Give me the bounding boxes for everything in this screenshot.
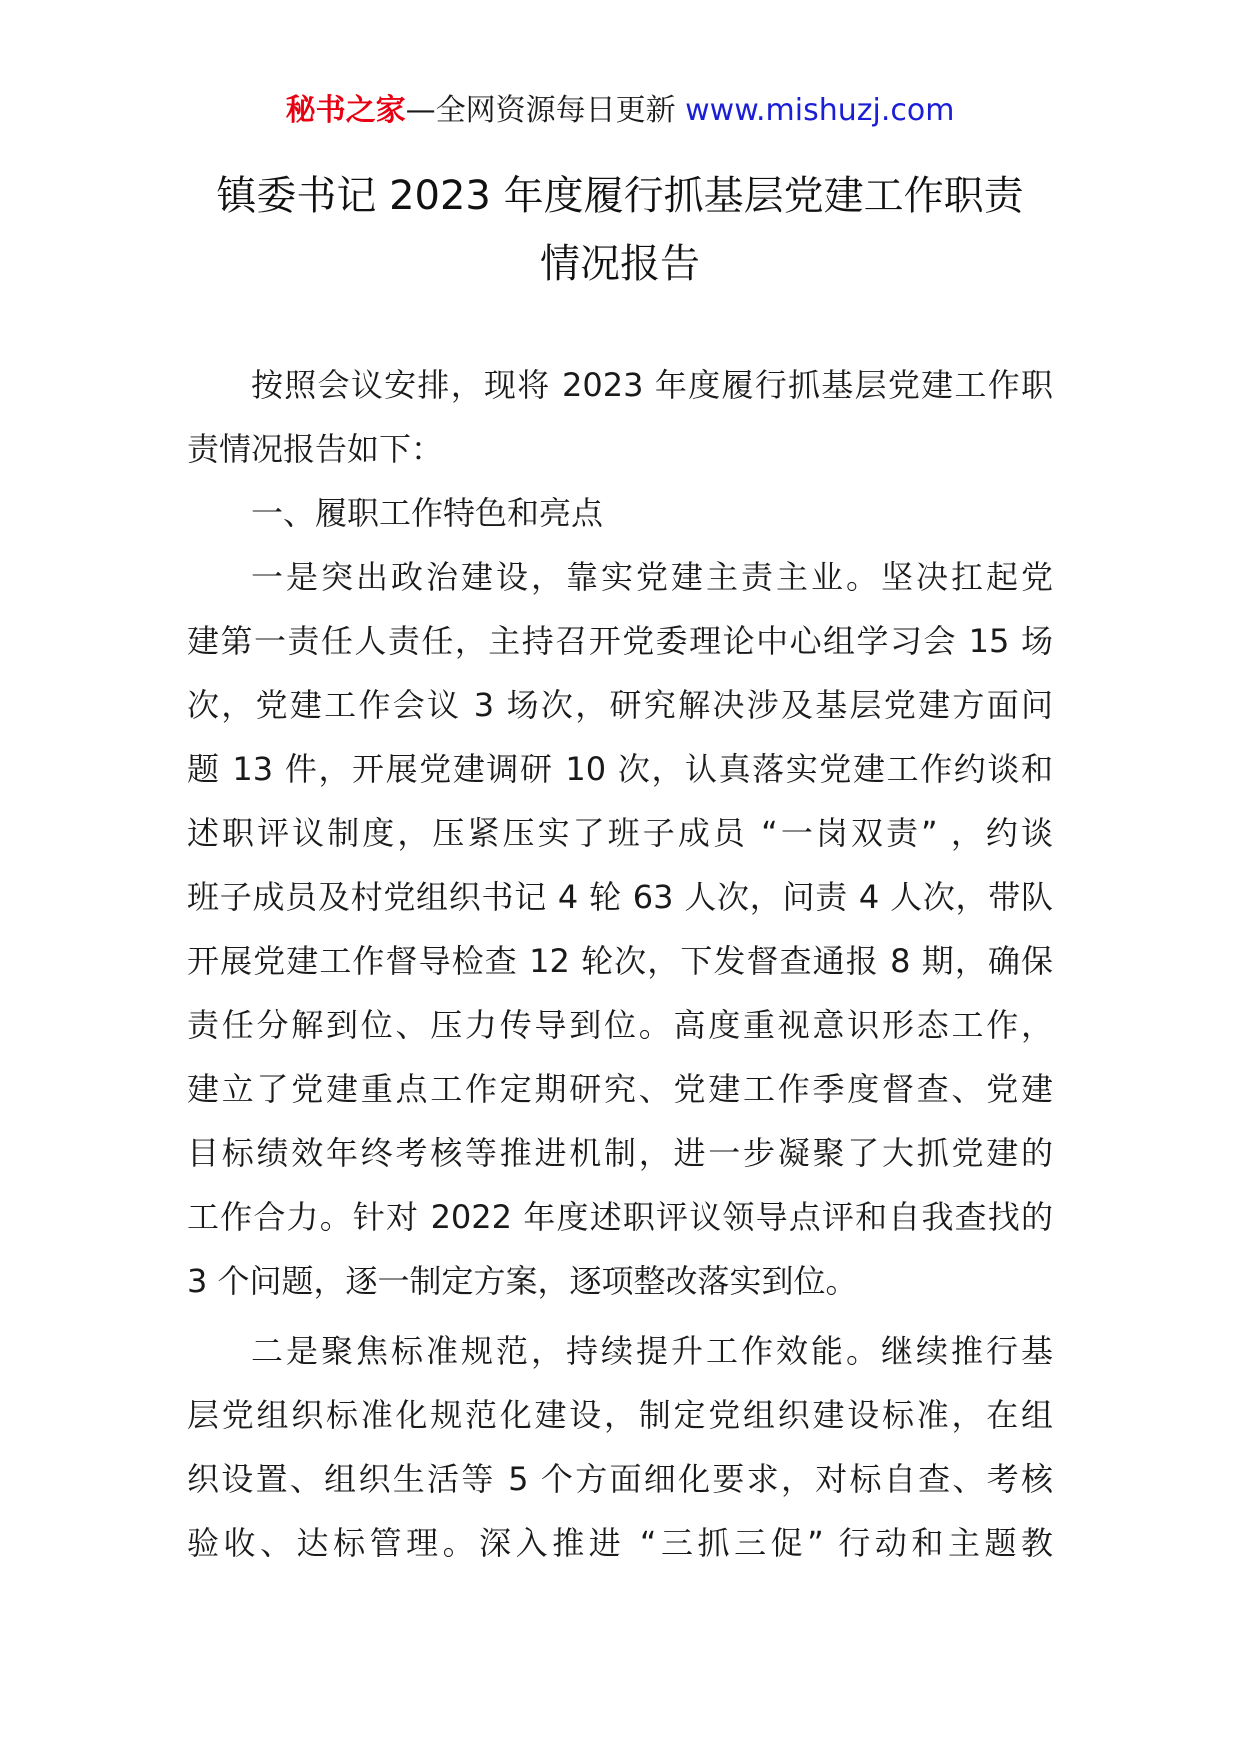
text-line: 次，党建工作会议 3 场次，研究解决涉及基层党建方面问 xyxy=(187,686,1053,724)
site-brand: 秘书之家 xyxy=(285,93,406,128)
paragraph-political-building xyxy=(187,545,1053,1313)
intro-paragraph xyxy=(187,353,1053,481)
title-line-1: 镇委书记 2023 年度履行抓基层党建工作职责 xyxy=(216,173,1024,219)
text-line: 建第一责任人责任，主持召开党委理论中心组学习会 15 场 xyxy=(187,622,1053,660)
text-line: 二是聚焦标准规范，持续提升工作效能。继续推行基 xyxy=(251,1332,1053,1370)
text-line: 3 个问题，逐一制定方案，逐项整改落实到位。 xyxy=(187,1262,858,1300)
text-line: 责情况报告如下： xyxy=(187,430,444,468)
text-line: 层党组织标准化规范化建设，制定党组织建设标准，在组 xyxy=(187,1396,1053,1434)
text-line: 目标绩效年终考核等推进机制，进一步凝聚了大抓党建的 xyxy=(187,1134,1053,1172)
document-body xyxy=(187,353,1053,1575)
text-line: 述职评议制度，压紧压实了班子成员 “一岗双责” ，约谈 xyxy=(187,814,1053,852)
text-line: 责任分解到位、压力传导到位。高度重视意识形态工作， xyxy=(187,1006,1053,1044)
text-line: 按照会议安排，现将 2023 年度履行抓基层党建工作职 xyxy=(251,366,1053,404)
text-line: 验收、达标管理。深入推进 “三抓三促” 行动和主题教 xyxy=(187,1524,1053,1562)
text-line: 题 13 件，开展党建调研 10 次，认真落实党建工作约谈和 xyxy=(187,750,1053,788)
text-line: 织设置、组织生活等 5 个方面细化要求，对标自查、考核 xyxy=(187,1460,1053,1498)
document-title xyxy=(0,162,1240,298)
text-line: 开展党建工作督导检查 12 轮次，下发督查通报 8 期，确保 xyxy=(187,942,1053,980)
section-heading: 一、履职工作特色和亮点 xyxy=(251,494,604,532)
title-line-2: 情况报告 xyxy=(540,241,700,287)
site-url-link[interactable]: www.mishuzj.com xyxy=(685,93,955,128)
text-line: 建立了党建重点工作定期研究、党建工作季度督查、党建 xyxy=(187,1070,1053,1108)
site-header xyxy=(0,88,1240,134)
paragraph-standards xyxy=(187,1319,1053,1575)
text-line: 工作合力。针对 2022 年度述职评议领导点评和自我查找的 xyxy=(187,1198,1053,1236)
text-line: 一是突出政治建设，靠实党建主责主业。坚决扛起党 xyxy=(251,558,1053,596)
site-tagline: —全网资源每日更新 xyxy=(405,93,676,128)
text-line: 班子成员及村党组织书记 4 轮 63 人次，问责 4 人次，带队 xyxy=(187,878,1053,916)
